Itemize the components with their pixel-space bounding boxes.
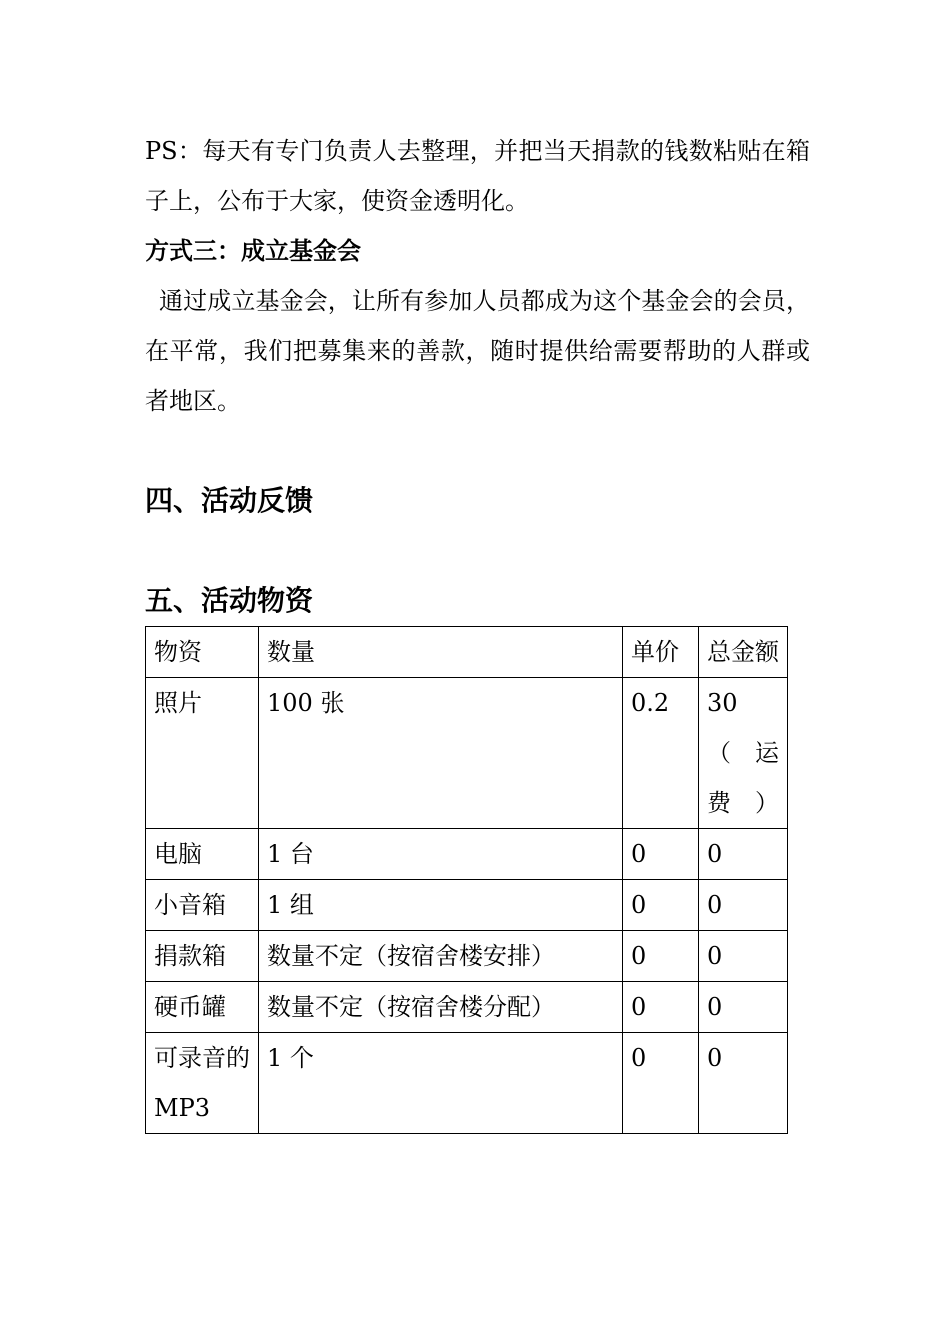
table-cell: 数量不定（按宿舍楼分配）	[259, 982, 623, 1033]
table-cell: 电脑	[146, 829, 259, 880]
ps-paragraph: PS：每天有专门负责人去整理，并把当天捐款的钱数粘贴在箱子上，公布于大家，使资金透明化。	[145, 137, 810, 215]
table-cell: 小音箱	[146, 880, 259, 931]
document-page	[145, 126, 810, 1134]
table-cell: 照片	[146, 678, 259, 829]
table-cell: 0	[699, 829, 788, 880]
method-three-body: 通过成立基金会，让所有参加人员都成为这个基金会的会员，在平常，我们把募集来的善款，随时提供给需要帮助的人群或者地区。	[145, 287, 810, 415]
table-cell: 0.2	[623, 678, 699, 829]
table-cell: 0	[623, 1033, 699, 1134]
table-cell: 可录音的MP3	[146, 1033, 259, 1134]
method-three-heading: 方式三：成立基金会	[145, 236, 361, 265]
header-cell-quantity: 数量	[259, 627, 623, 678]
feedback-section-title: 四、活动反馈	[145, 484, 314, 517]
spacer	[145, 426, 810, 476]
table-row	[146, 829, 788, 880]
table-cell: 0	[699, 982, 788, 1033]
table-row	[146, 678, 788, 829]
table-cell: 0	[699, 880, 788, 931]
table-cell: 1 个	[259, 1033, 623, 1134]
table-row	[146, 982, 788, 1033]
header-cell-total: 总金额	[699, 627, 788, 678]
header-cell-unit-price: 单价	[623, 627, 699, 678]
materials-section-title: 五、活动物资	[145, 584, 314, 617]
table-header-row	[146, 627, 788, 678]
table-cell: 硬币罐	[146, 982, 259, 1033]
table-row	[146, 931, 788, 982]
table-cell: 数量不定（按宿舍楼安排）	[259, 931, 623, 982]
table-cell: 0	[623, 829, 699, 880]
header-cell-item: 物资	[146, 627, 259, 678]
table-cell: 30（运费）	[699, 678, 788, 829]
table-cell: 0	[623, 880, 699, 931]
spacer	[145, 526, 810, 576]
table-row	[146, 1033, 788, 1134]
materials-table	[145, 626, 788, 1134]
table-cell: 0	[623, 982, 699, 1033]
table-cell: 0	[699, 931, 788, 982]
table-cell: 100 张	[259, 678, 623, 829]
table-cell: 1 台	[259, 829, 623, 880]
table-cell: 捐款箱	[146, 931, 259, 982]
table-cell: 0	[699, 1033, 788, 1134]
table-row	[146, 880, 788, 931]
table-cell: 1 组	[259, 880, 623, 931]
table-cell: 0	[623, 931, 699, 982]
